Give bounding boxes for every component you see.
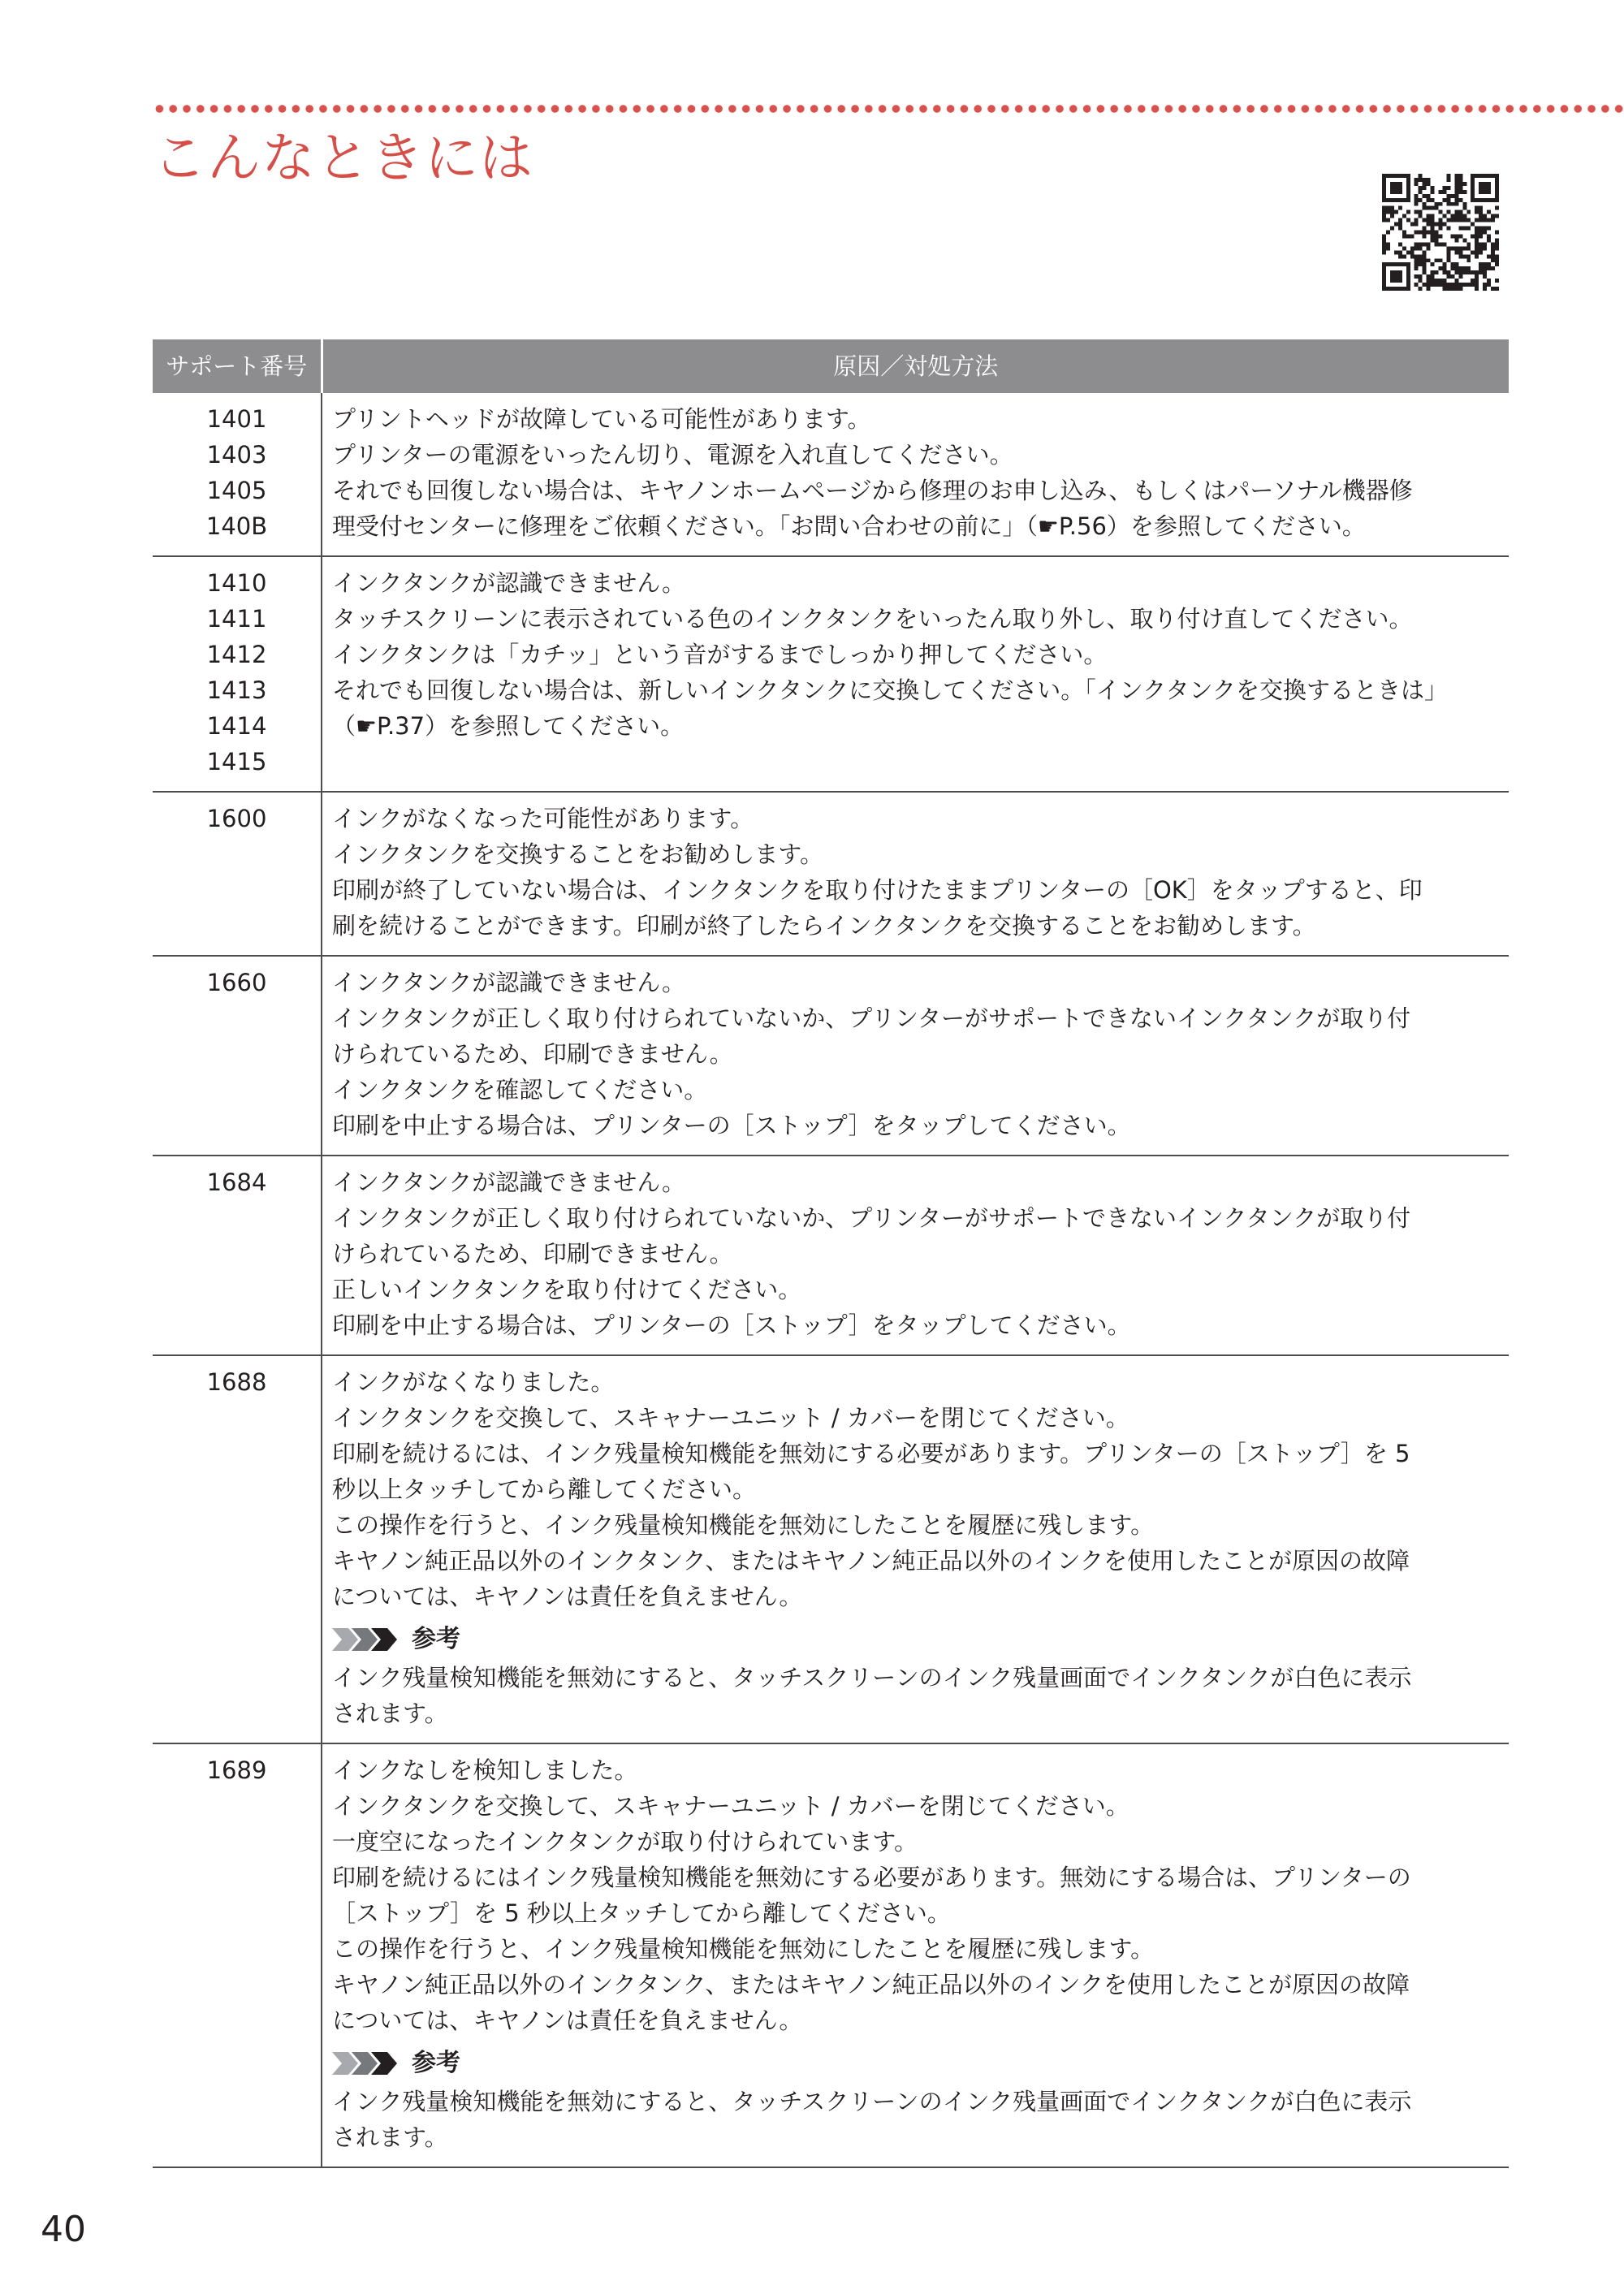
triple-arrow-icon xyxy=(332,2052,400,2075)
remedy-text: けられているため、印刷できません。 xyxy=(332,1240,733,1268)
remedy-text: ［ストップ］を 5 秒以上タッチしてから離してください。 xyxy=(332,1899,951,1927)
support-number-cell xyxy=(153,1156,322,1355)
remedy-text: インクタンクが正しく取り付けられていないか、プリンターがサポートできないインクタンクが取り付 xyxy=(332,1004,1411,1032)
support-number: 1401 xyxy=(206,405,267,433)
remedy-text: 正しいインクタンクを取り付けてください。 xyxy=(332,1276,802,1303)
cause-remedy-cell xyxy=(322,393,1509,556)
remedy-text: それでも回復しない場合は、キヤノンホームページから修理のお申し込み、もしくはパーソナル機器修 xyxy=(332,477,1413,504)
error-title: インクがなくなった可能性があります。 xyxy=(332,805,754,832)
table-row xyxy=(153,393,1509,556)
header-cause-remedy: 原因／対処方法 xyxy=(322,339,1509,393)
support-code-table xyxy=(153,339,1509,2168)
support-number: 1660 xyxy=(206,969,267,996)
header-support-number: サポート番号 xyxy=(153,339,322,393)
support-number: 1403 xyxy=(206,441,267,469)
cause-remedy-cell xyxy=(322,1355,1509,1743)
support-number: 1688 xyxy=(206,1368,267,1396)
remedy-text: 秒以上タッチしてから離してください。 xyxy=(332,1475,757,1503)
note-heading xyxy=(332,2043,1509,2084)
error-title: インクタンクが認識できません。 xyxy=(332,969,686,996)
error-title: インクタンクが認識できません。 xyxy=(332,569,686,597)
remedy-text: この操作を行うと、インク残量検知機能を無効にしたことを履歴に残します。 xyxy=(332,1511,1155,1539)
cause-remedy-cell xyxy=(322,556,1509,792)
support-number: 1415 xyxy=(206,748,267,775)
remedy-text: キヤノン純正品以外のインクタンク、またはキヤノン純正品以外のインクを使用したことが原因の故障 xyxy=(332,1547,1410,1575)
remedy-text: インクタンクは「カチッ」という音がするまでしっかり押してください。 xyxy=(332,641,1108,668)
table-row xyxy=(153,1743,1509,2167)
remedy-text: 刷を続けることができます。印刷が終了したらインクタンクを交換することをお勧めします。 xyxy=(332,912,1316,940)
remedy-text: タッチスクリーンに表示されている色のインクタンクをいったん取り外し、取り付け直してください。 xyxy=(332,605,1413,633)
remedy-text: それでも回復しない場合は、新しいインクタンクに交換してください。「インクタンクを交換するときは」 xyxy=(332,676,1449,704)
remedy-text: については、キヤノンは責任を負えません。 xyxy=(332,1583,803,1610)
remedy-text: 印刷を続けるにはインク残量検知機能を無効にする必要があります。無効にする場合は、プリンターの xyxy=(332,1864,1411,1891)
note-text: インク残量検知機能を無効にすると、タッチスクリーンのインク残量画面でインクタンクが白色に表示 xyxy=(332,2088,1412,2115)
table-row xyxy=(153,1355,1509,1743)
table-header-row xyxy=(153,339,1509,393)
support-number: 1684 xyxy=(206,1169,267,1196)
remedy-text: 印刷を続けるには、インク残量検知機能を無効にする必要があります。プリンターの［ストップ］を 5 xyxy=(332,1440,1410,1467)
remedy-text: インクタンクが正しく取り付けられていないか、プリンターがサポートできないインクタンクが取り付 xyxy=(332,1204,1411,1232)
page-title: こんなときには xyxy=(153,127,533,189)
remedy-text: 印刷が終了していない場合は、インクタンクを取り付けたままプリンターの［OK］をタップすると、印 xyxy=(332,876,1423,904)
remedy-text: プリンターの電源をいったん切り、電源を入れ直してください。 xyxy=(332,441,1013,469)
table-row xyxy=(153,792,1509,956)
remedy-text: けられているため、印刷できません。 xyxy=(332,1040,733,1068)
support-number-cell xyxy=(153,792,322,956)
error-title: プリントヘッドが故障している可能性があります。 xyxy=(332,405,871,433)
remedy-text: キヤノン純正品以外のインクタンク、またはキヤノン純正品以外のインクを使用したことが原因の故障 xyxy=(332,1971,1410,1998)
note-heading xyxy=(332,1619,1509,1660)
table-row xyxy=(153,956,1509,1156)
support-number-cell xyxy=(153,556,322,792)
support-number-cell xyxy=(153,1743,322,2167)
remedy-text: インクタンクを交換することをお勧めします。 xyxy=(332,840,823,868)
remedy-text: 印刷を中止する場合は、プリンターの［ストップ］をタップしてください。 xyxy=(332,1112,1131,1139)
support-number-cell xyxy=(153,956,322,1156)
remedy-text: 理受付センターに修理をご依頼ください。「お問い合わせの前に」（☛P.56）を参照してください。 xyxy=(332,512,1366,540)
remedy-text: インクタンクを交換して、スキャナーユニット / カバーを閉じてください。 xyxy=(332,1404,1129,1432)
note-label: 参考 xyxy=(412,2049,460,2077)
remedy-text: 一度空になったインクタンクが取り付けられています。 xyxy=(332,1828,918,1856)
remedy-text: インクタンクを確認してください。 xyxy=(332,1076,708,1104)
error-title: インクなしを検知しました。 xyxy=(332,1756,638,1784)
support-number-cell xyxy=(153,1355,322,1743)
support-number: 1600 xyxy=(206,805,267,832)
remedy-text: （☛P.37）を参照してください。 xyxy=(332,712,685,740)
support-number: 1405 xyxy=(206,477,267,504)
error-title: インクタンクが認識できません。 xyxy=(332,1169,686,1196)
error-title: インクがなくなりました。 xyxy=(332,1368,615,1396)
cause-remedy-cell xyxy=(322,792,1509,956)
triple-arrow-icon xyxy=(332,1628,400,1651)
cause-remedy-cell xyxy=(322,1743,1509,2167)
support-number: 1689 xyxy=(206,1756,267,1784)
support-number: 1414 xyxy=(206,712,267,740)
support-number: 1411 xyxy=(206,605,267,633)
note-text: されます。 xyxy=(332,1700,448,1727)
support-number: 1410 xyxy=(206,569,267,597)
support-number: 140B xyxy=(205,512,268,540)
table-row xyxy=(153,1156,1509,1355)
note-text: インク残量検知機能を無効にすると、タッチスクリーンのインク残量画面でインクタンクが白色に表示 xyxy=(332,1664,1412,1691)
table-row xyxy=(153,556,1509,792)
support-number-cell xyxy=(153,393,322,556)
dotted-rule xyxy=(153,104,1624,114)
cause-remedy-cell xyxy=(322,1156,1509,1355)
remedy-text: この操作を行うと、インク残量検知機能を無効にしたことを履歴に残します。 xyxy=(332,1935,1155,1963)
support-number: 1413 xyxy=(206,676,267,704)
remedy-text: 印刷を中止する場合は、プリンターの［ストップ］をタップしてください。 xyxy=(332,1311,1131,1339)
remedy-text: については、キヤノンは責任を負えません。 xyxy=(332,2007,803,2034)
cause-remedy-cell xyxy=(322,956,1509,1156)
qr-code-icon xyxy=(1382,174,1499,291)
note-text: されます。 xyxy=(332,2123,448,2151)
note-label: 参考 xyxy=(412,1625,460,1653)
remedy-text: インクタンクを交換して、スキャナーユニット / カバーを閉じてください。 xyxy=(332,1792,1129,1820)
support-number: 1412 xyxy=(206,641,267,668)
page-number: 40 xyxy=(41,2209,86,2250)
